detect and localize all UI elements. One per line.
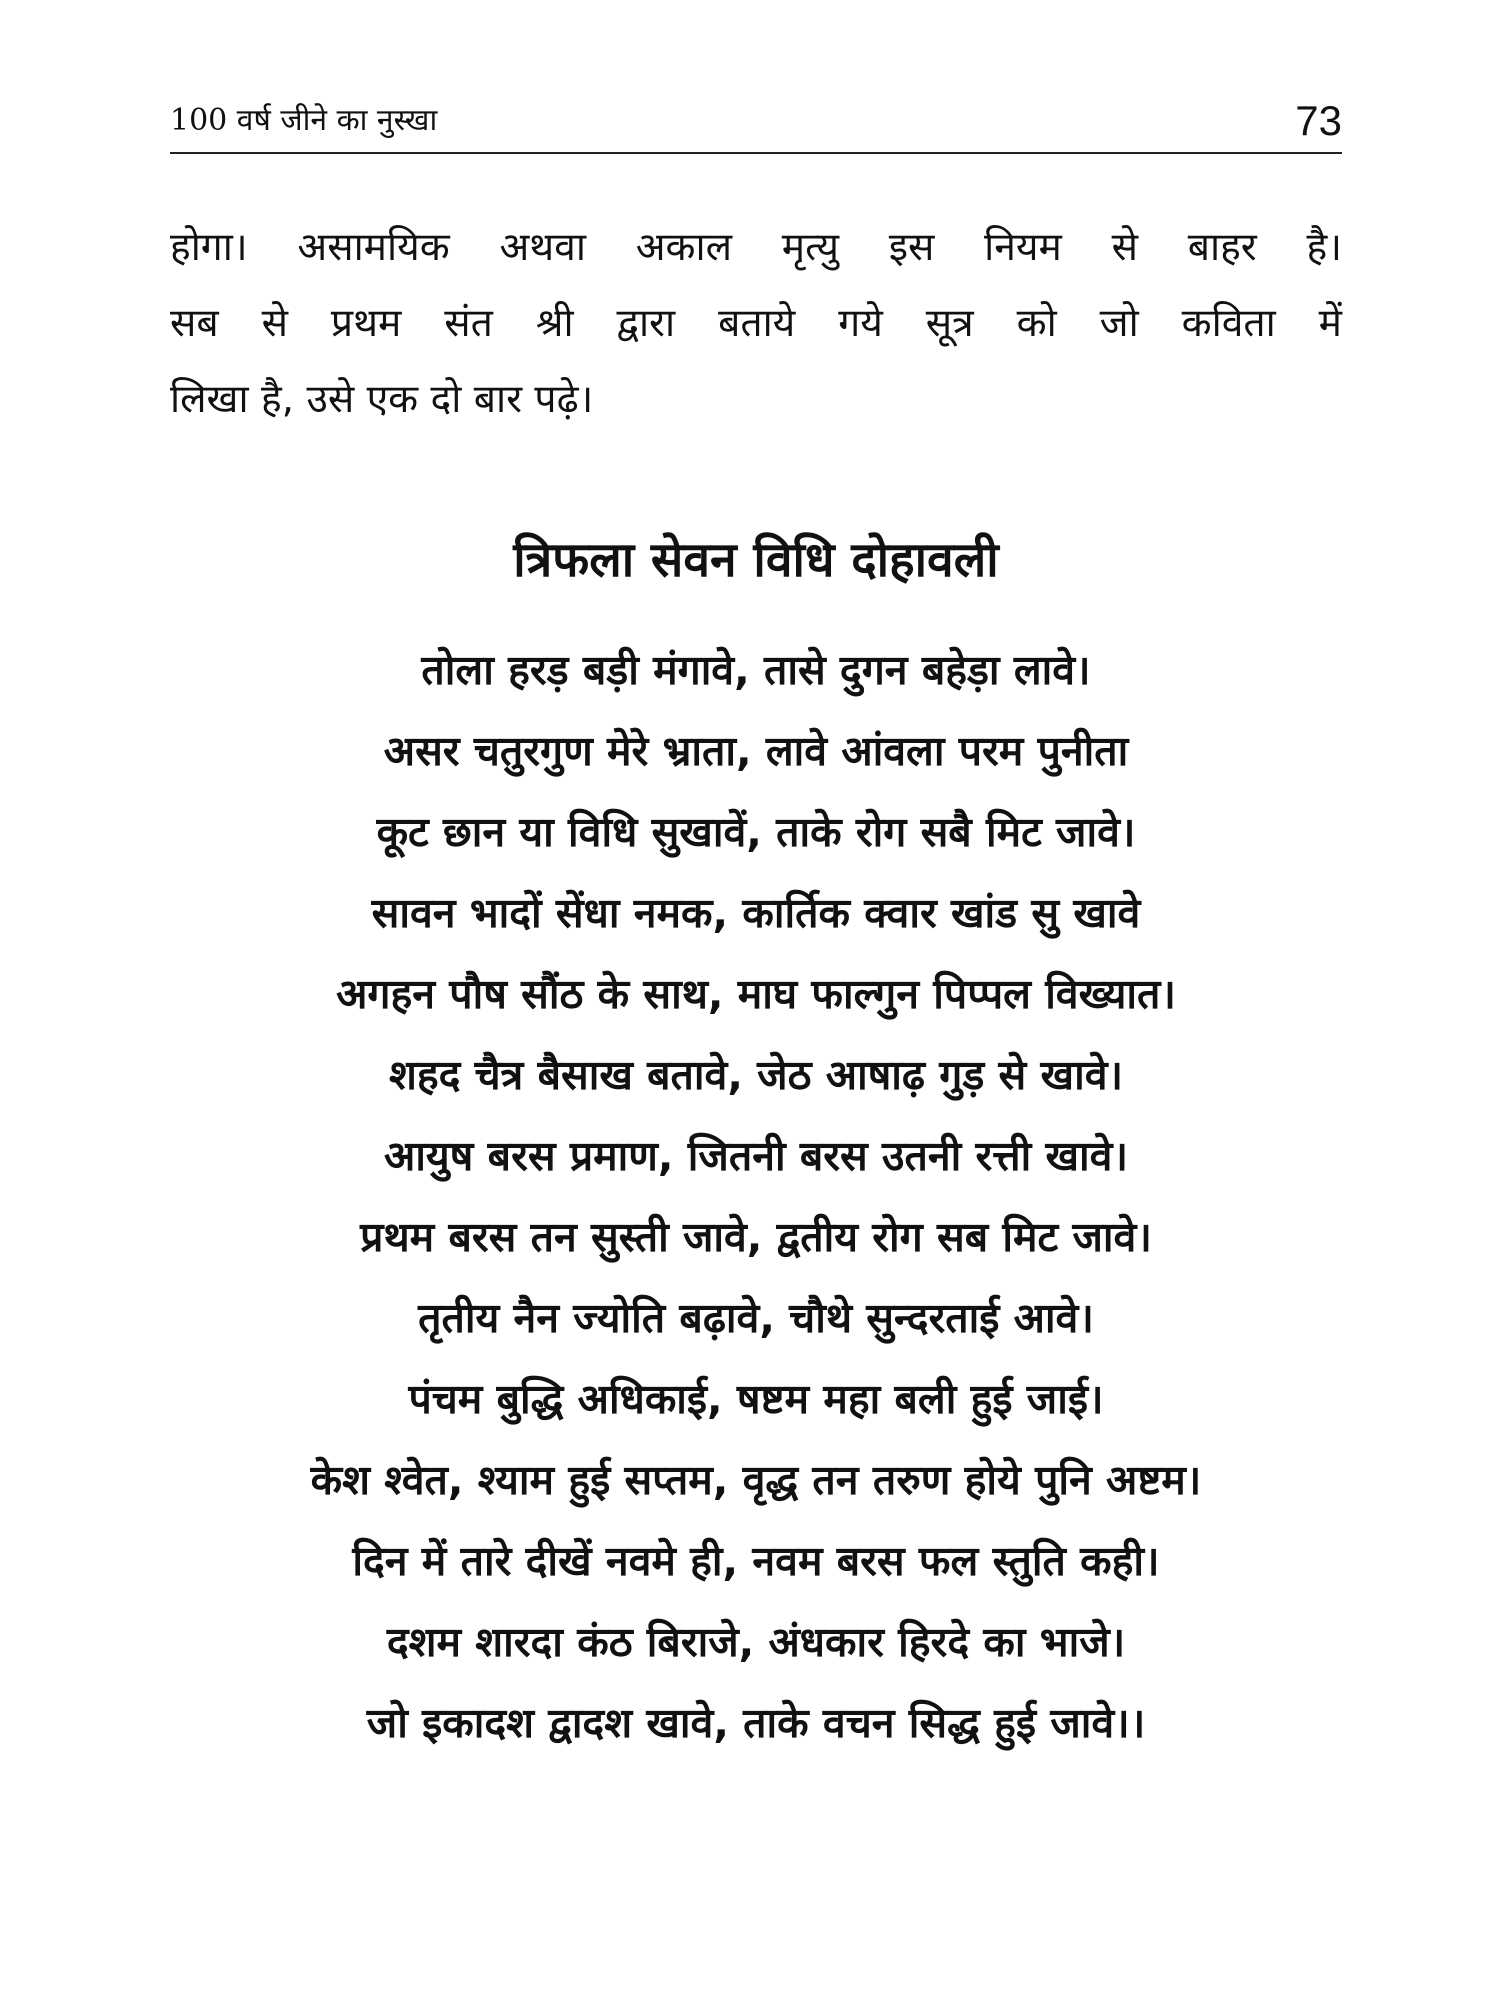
verse-line: असर चतुरगुण मेरे भ्राता, लावे आंवला परम पुनीता [383,727,1129,775]
verse-line: दशम शारदा कंठ बिराजे, अंधकार हिरदे का भाजे। [386,1618,1126,1666]
verse-line: पंचम बुद्धि अधिकाई, षष्टम महा बली हुई जाई। [408,1375,1104,1423]
verse-line: अगहन पौष सौंठ के साथ, माघ फाल्गुन पिप्पल विख्यात। [336,970,1176,1018]
running-title: 100 वर्ष जीने का नुस्खा [170,103,438,138]
verse-line: तृतीय नैन ज्योति बढ़ावे, चौथे सुन्दरताई आवे। [418,1294,1094,1342]
header-rule [170,152,1342,154]
intro-line: लिखा है, उसे एक दो बार पढ़े। [170,377,594,422]
intro-paragraph [170,210,1342,438]
verse-line: सावन भादों सेंधा नमक, कार्तिक क्वार खांड सु खावे [371,889,1141,937]
verse-line: आयुष बरस प्रमाण, जितनी बरस उतनी रत्ती खावे। [384,1132,1128,1180]
verse-line: जो इकादश द्वादश खावे, ताके वचन सिद्ध हुई जावे।। [366,1699,1146,1747]
intro-line: होगा। असामयिक अथवा अकाल मृत्यु इस नियम से बाहर है। [170,225,1342,270]
page-header [170,97,1342,150]
page-number: 73 [1295,97,1342,144]
verse-block [150,630,1362,1764]
section-title: त्रिफला सेवन विधि दोहावली [513,532,999,588]
verse-line: दिन में तारे दीखें नवमे ही, नवम बरस फल स्तुति कही। [352,1537,1160,1585]
verse-line: शहद चैत्र बैसाख बतावे, जेठ आषाढ़ गुड़ से खावे। [388,1051,1124,1099]
intro-line: सब से प्रथम संत श्री द्वारा बताये गये सूत्र को जो कविता में [170,301,1342,346]
verse-line: कूट छान या विधि सुखावें, ताके रोग सबै मिट जावे। [376,808,1136,856]
verse-line: प्रथम बरस तन सुस्ती जावे, द्वतीय रोग सब मिट जावे। [360,1213,1152,1261]
verse-line: तोला हरड़ बड़ी मंगावे, तासे दुगन बहेड़ा लावे। [421,646,1091,694]
verse-line: केश श्वेत, श्याम हुई सप्तम, वृद्ध तन तरुण होये पुनि अष्टम। [310,1456,1202,1504]
